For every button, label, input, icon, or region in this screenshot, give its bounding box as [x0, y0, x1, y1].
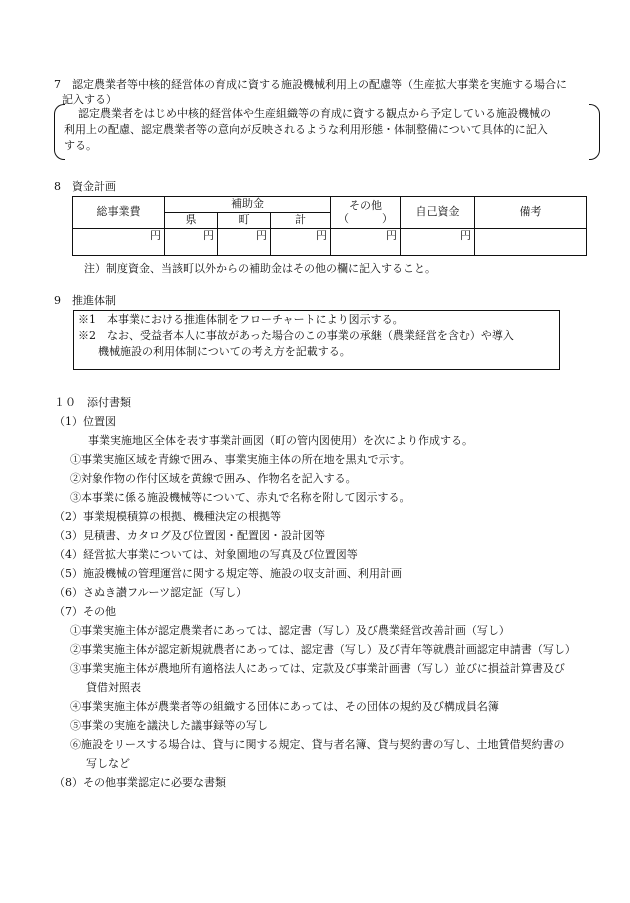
item-3: （3）見積書、カタログ及び位置図・配置図・設計図等: [54, 529, 325, 542]
item-5: （5）施設機械の管理運営に関する規定等、施設の収支計画、利用計画: [54, 567, 402, 580]
item-2: （2）事業規模積算の根拠、機種決定の根拠等: [54, 510, 281, 523]
right-bracket: [589, 104, 600, 160]
item-1: （1）位置図: [54, 415, 116, 428]
header-own-funds: 自己資金: [401, 197, 475, 229]
header-total-cost: 総事業費: [73, 197, 165, 229]
section-10-heading: １０ 添付書類: [54, 396, 131, 409]
item-1-sub-b: ②対象作物の作付区域を黄線で囲み、作物名を記入する。: [70, 472, 357, 485]
section-7-bracket-box: [54, 104, 600, 160]
item-4: （4）経営拡大事業については、対象園地の写真及び位置図等: [54, 548, 358, 561]
cell-remarks[interactable]: [475, 228, 587, 255]
cell-subtotal[interactable]: 円: [271, 228, 331, 255]
section-9-note2-line2: 機械施設の利用体制についての考え方を記載する。: [98, 345, 351, 358]
item-7-sub-d: ④事業実施主体が農業者等の組織する団体にあっては、その団体の規約及び構成員名簿: [70, 700, 499, 713]
header-subsidy: 補助金: [165, 197, 331, 213]
section-9-box: [73, 310, 560, 370]
item-7-sub-b: ②事業実施主体が認定新規就農者にあっては、認定書（写し）及び青年等就農計画認定申請書（写し）: [70, 643, 576, 656]
item-7-sub-f-line2: 写しなど: [86, 757, 130, 770]
item-7-sub-a: ①事業実施主体が認定農業者にあっては、認定書（写し）及び農業経営改善計画（写し）: [70, 624, 510, 637]
cell-other[interactable]: 円: [331, 228, 401, 255]
cell-total-cost[interactable]: 円: [73, 228, 165, 255]
section-9-note2-line1: ※2 なお、受益者本人に事故があった場合のこの事業の承継（農業経営を含む）や導入: [78, 329, 514, 342]
item-1-description: 事業実施地区全体を表す事業計画図（町の管内図使用）を次により作成する。: [88, 434, 473, 447]
section-9-note1: ※1 本事業における推進体制をフローチャートにより図示する。: [78, 313, 404, 326]
cell-own-funds[interactable]: 円: [401, 228, 475, 255]
item-1-sub-c: ③本事業に係る施設機械等について、赤丸で名称を附して図示する。: [70, 491, 411, 504]
item-7-sub-e: ⑤事業の実施を議決した議事録等の写し: [70, 719, 268, 732]
funding-plan-table: [72, 196, 587, 256]
header-prefecture: 県: [165, 212, 218, 228]
item-7-sub-c-line1: ③事業実施主体が農地所有適格法人にあっては、定款及び事業計画書（写し）並びに損益計算書及び: [70, 662, 565, 675]
section-7-description-line3: する。: [64, 139, 97, 152]
section-7-description-line1: 認定農業者をはじめ中核的経営体や生産組織等の育成に資する観点から予定している施設機械の: [78, 107, 551, 120]
header-other-label: その他: [349, 199, 383, 213]
section-7-description-line2: 利用上の配慮、認定農業者等の意向が反映されるような利用形態・体制整備について具体的に記入: [64, 123, 548, 136]
item-7-sub-c-line2: 貸借対照表: [86, 681, 141, 694]
section-7-heading-line1: 7 認定農業者等中核的経営体の育成に資する施設機械利用上の配慮等（生産拡大事業を実施する場合に: [54, 78, 567, 91]
header-other: [331, 197, 401, 229]
section-7-description: [64, 106, 588, 154]
section-8-note: 注）制度資金、当該町以外からの補助金はその他の欄に記入すること。: [84, 262, 436, 275]
header-town: 町: [218, 212, 271, 228]
section-7-heading-line2: 記入する）: [62, 93, 117, 106]
item-7: （7）その他: [54, 605, 116, 618]
item-6: （6）さぬき讃フルーツ認定証（写し）: [54, 586, 248, 599]
header-other-paren: （ ）: [338, 212, 394, 226]
item-1-sub-a: ①事業実施区域を青線で囲み、事業実施主体の所在地を黒丸で示す。: [70, 453, 411, 466]
item-8: （8）その他事業認定に必要な書類: [54, 776, 226, 789]
header-subtotal: 計: [271, 212, 331, 228]
section-9-heading: 9 推進体制: [54, 294, 116, 307]
cell-town[interactable]: 円: [218, 228, 271, 255]
section-8-heading: 8 資金計画: [54, 180, 116, 193]
item-7-sub-f-line1: ⑥施設をリースする場合は、貸与に関する規定、貸与者名簿、貸与契約書の写し、土地賃借契約書の: [70, 738, 565, 751]
cell-prefecture[interactable]: 円: [165, 228, 218, 255]
header-remarks: 備考: [475, 197, 587, 229]
